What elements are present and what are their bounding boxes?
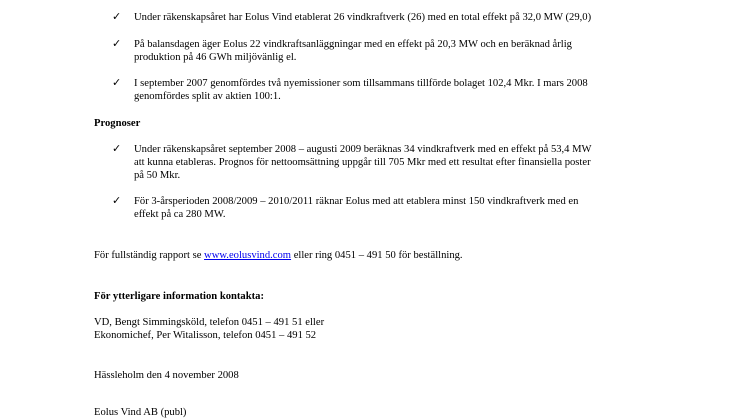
- contact-line: Ekonomichef, Per Witalisson, telefon 0451 – 491 52: [94, 330, 317, 341]
- report-prefix: För fullständig rapport se: [94, 250, 205, 261]
- list-item: [134, 143, 654, 182]
- list-item-line: på 50 Mkr.: [134, 170, 181, 181]
- company-name: Eolus Vind AB (publ): [94, 407, 187, 418]
- list-item-line: att kunna etableras. Prognos för nettoomsättning uppgår till 705 Mkr med ett resultat efter finansiella poster: [134, 157, 591, 168]
- checkmark-icon: ✓: [112, 38, 122, 50]
- list-item: [134, 77, 654, 103]
- list-item-line: På balansdagen äger Eolus 22 vindkraftsanläggningar med en effekt på 20,3 MW och en beräknad årlig: [134, 39, 572, 50]
- section-heading: Prognoser: [94, 118, 141, 129]
- checkmark-icon: ✓: [112, 195, 122, 207]
- list-item-line: produktion på 46 GWh miljövänlig el.: [134, 52, 297, 63]
- list-item: [134, 195, 654, 221]
- list-item: [134, 38, 654, 64]
- list-item: [134, 11, 654, 24]
- list-item-line: För 3-årsperioden 2008/2009 – 2010/2011 räknar Eolus med att etablera minst 150 vindkraftverk med en: [134, 196, 579, 207]
- checkmark-icon: ✓: [112, 77, 122, 89]
- contact-block: [94, 316, 324, 342]
- list-item-line: Under räkenskapsåret har Eolus Vind etablerat 26 vindkraftverk (26) med en total effekt på 32,0 MW (29,0): [134, 12, 592, 23]
- checkmark-icon: ✓: [112, 143, 122, 155]
- list-item-line: Under räkenskapsåret september 2008 – augusti 2009 beräknas 34 vindkraftverk med en effekt på 53,4 MW: [134, 144, 592, 155]
- list-item-line: effekt på ca 280 MW.: [134, 209, 226, 220]
- list-item-line: genomfördes split av aktien 100:1.: [134, 91, 281, 102]
- place-date: Hässleholm den 4 november 2008: [94, 370, 239, 381]
- contact-line: VD, Bengt Simmingsköld, telefon 0451 – 491 51 eller: [94, 317, 325, 328]
- list-item-line: I september 2007 genomfördes två nyemissioner som tillsammans tillförde bolaget 102,4 Mkr. I mars 2008: [134, 78, 588, 89]
- contact-heading: För ytterligare information kontakta:: [94, 291, 264, 302]
- report-line: [94, 249, 463, 262]
- checkmark-icon: ✓: [112, 11, 122, 23]
- report-suffix: eller ring 0451 – 491 50 för beställning.: [291, 250, 463, 261]
- website-link[interactable]: www.eolusvind.com: [204, 250, 292, 261]
